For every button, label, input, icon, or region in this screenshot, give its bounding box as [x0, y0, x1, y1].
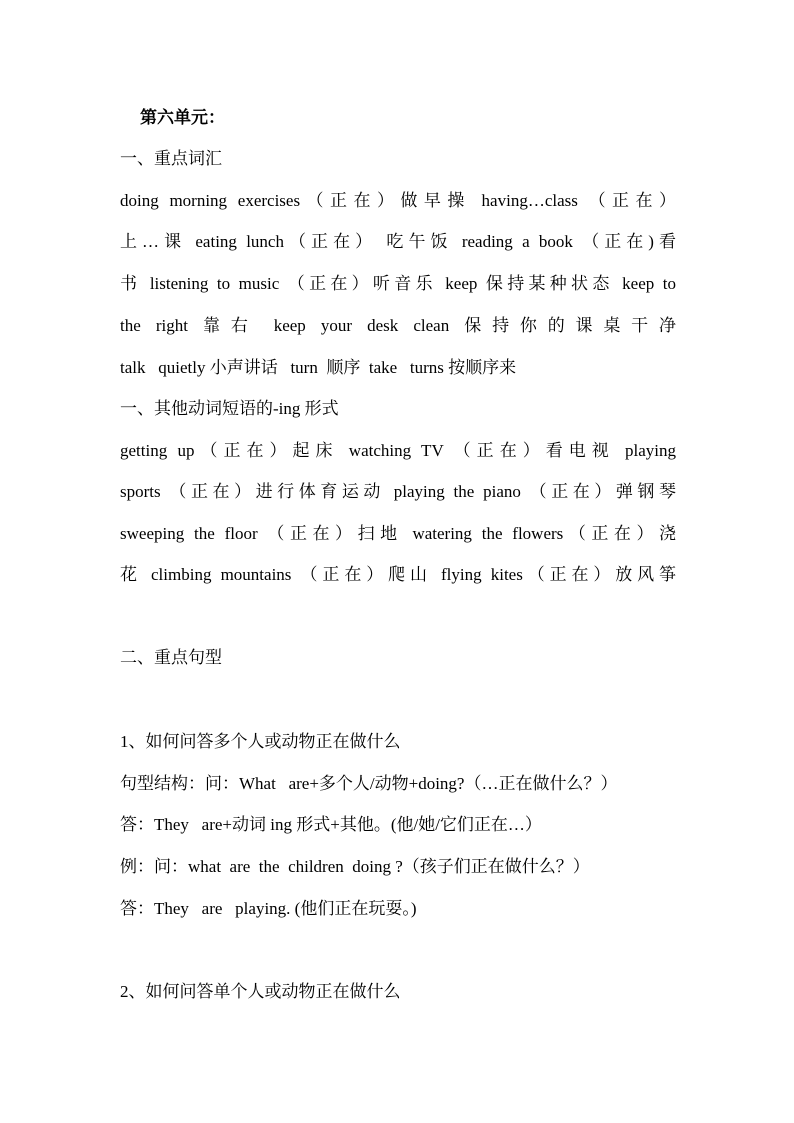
vocab-line: talk quietly 小声讲话 turn 顺序 take turns 按顺序来	[120, 358, 517, 377]
section-sentence-title: 二、重点句型	[120, 648, 222, 667]
unit-title: 第六单元：	[140, 108, 225, 127]
ing-line: 花 climbing mountains （正在）爬山 flying kites（正在）放风筝	[120, 565, 676, 584]
ing-line: sweeping the floor （正在）扫地 watering the flowers（正在）浇	[120, 524, 676, 543]
ing-line: getting up（正在）起床 watching TV （正在）看电视 playing	[120, 441, 676, 460]
ing-line: sports （正在）进行体育运动 playing the piano （正在）弹钢琴	[120, 482, 676, 501]
point2-title: 2、如何问答单个人或动物正在做什么	[120, 982, 401, 1001]
vocab-line: the right 靠右 keep your desk clean 保持你的课桌干净	[120, 316, 676, 335]
point1-title: 1、如何问答多个人或动物正在做什么	[120, 732, 401, 751]
vocab-line: 上…课 eating lunch（正在） 吃午饭 reading a book （正在)看	[120, 232, 676, 251]
vocab-line: doing morning exercises（正在）做早操 having…class （正在）	[120, 191, 676, 210]
section-vocab-title: 一、重点词汇	[120, 149, 222, 168]
point1-line: 答：They are playing. (他们正在玩耍。)	[120, 899, 417, 918]
point1-line: 例：问：what are the children doing ?（孩子们正在做什么？）	[120, 857, 590, 876]
section-ing-title: 一、其他动词短语的-ing 形式	[120, 399, 339, 418]
vocab-line: 书 listening to music （正在）听音乐 keep 保持某种状态 keep to	[120, 274, 676, 293]
point1-line: 句型结构：问：What are+多个人/动物+doing?（…正在做什么？）	[120, 774, 618, 793]
point1-line: 答：They are+动词 ing 形式+其他。(他/她/它们正在…）	[120, 815, 542, 834]
